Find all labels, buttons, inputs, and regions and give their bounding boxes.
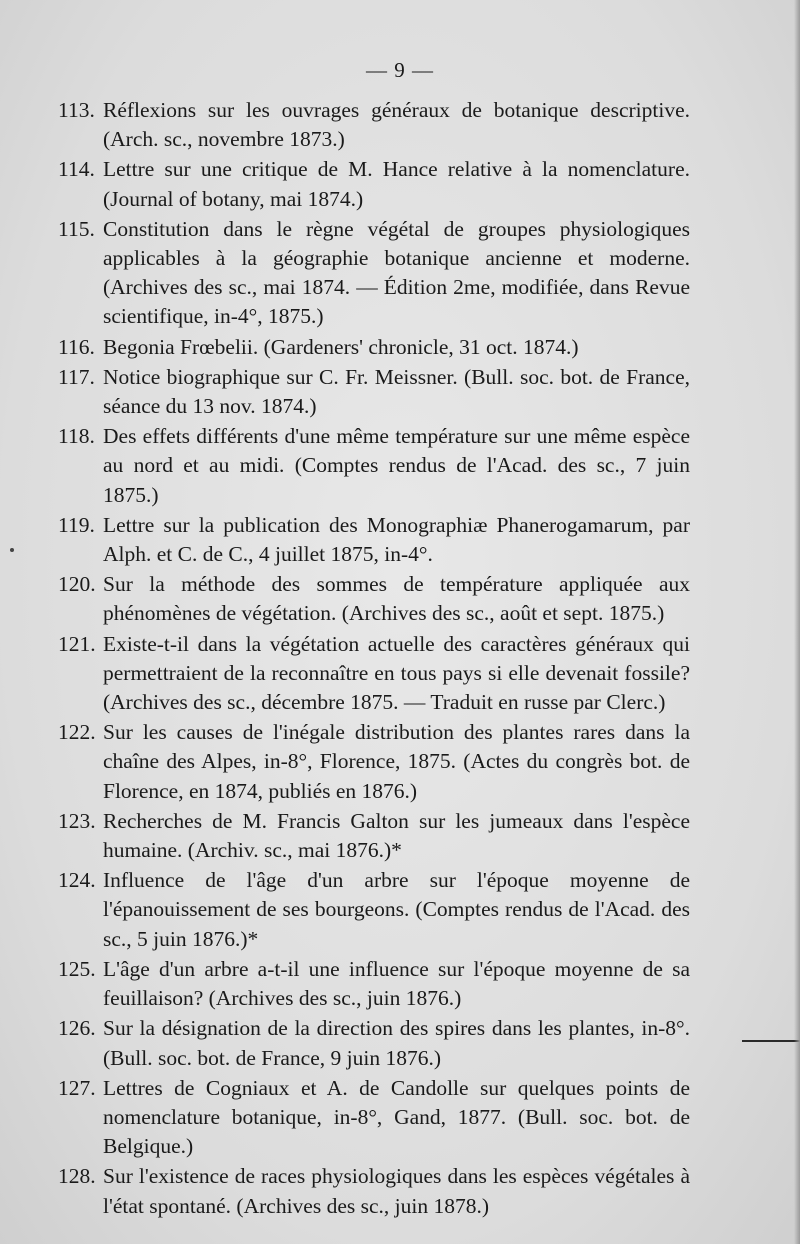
entry-number: 117.: [58, 364, 95, 389]
entry-text: Lettre sur la publication des Monographiæ Phanerogamarum, par Alph. et C. de C., 4 juillet 1875, in-4°.: [103, 512, 690, 567]
entry-text: Existe-t-il dans la végétation actuelle des caractères généraux qui permettraient de la reconnaître en tous pays si elle devenait fossile? (Archives des sc., décembre 1875. — Traduit en russe par Clerc.): [103, 631, 690, 715]
entry-text: Réflexions sur les ouvrages généraux de botanique descriptive. (Arch. sc., novembre 1873.): [103, 98, 690, 152]
bibliography-entry: [58, 511, 690, 569]
bibliography-entry: [58, 866, 690, 954]
entry-number: 126.: [58, 1016, 96, 1041]
entry-number: 122.: [58, 720, 96, 745]
page-number: — 9 —: [366, 58, 434, 82]
bibliography-entry: [58, 422, 690, 510]
bibliography-entry: [58, 215, 690, 332]
bibliography-entry: [58, 1162, 690, 1220]
entry-text: Recherches de M. Francis Galton sur les jumeaux dans l'espèce humaine. (Archiv. sc., mai 1876.)*: [103, 808, 690, 863]
entry-text: Notice biographique sur C. Fr. Meissner. (Bull. soc. bot. de France, séance du 13 nov. 1874.): [103, 364, 690, 419]
entry-text: Sur les causes de l'inégale distribution des plantes rares dans la chaîne des Alpes, in-8°, Florence, 1875. (Actes du congrès bot. de Florence, en 1874, publiés en 1876.): [103, 720, 690, 803]
bibliography-entry: [58, 333, 690, 362]
entry-text: Lettre sur une critique de M. Hance relative à la nomenclature. (Journal of botany, mai 1874.): [103, 157, 690, 211]
entry-number: 119.: [58, 512, 95, 537]
bibliography-entry: [58, 807, 690, 865]
margin-rule-mark: [742, 1040, 800, 1042]
bibliography-entry: [58, 155, 690, 213]
entry-number: 120.: [58, 572, 96, 597]
entry-text: Begonia Frœbelii. (Gardeners' chronicle, 31 oct. 1874.): [103, 334, 579, 359]
entry-text: Sur la méthode des sommes de température appliquée aux phénomènes de végétation. (Archives des sc., août et sept. 1875.): [103, 572, 690, 626]
page-edge-shadow: [794, 0, 800, 1244]
entry-text: Constitution dans le règne végétal de groupes physiologiques applicables à la géographie botanique ancienne et moderne. (Archives des sc., mai 1874. — Édition 2me, modifiée, dans Revue scientifique, in-4°, 1875.): [103, 216, 690, 329]
entry-text: Des effets différents d'une même température sur une même espèce au nord et au midi. (Comptes rendus de l'Acad. des sc., 7 juin 1875.): [103, 424, 690, 507]
bibliography-entry: [58, 570, 690, 628]
entry-number: 125.: [58, 956, 96, 981]
entry-number: 123.: [58, 808, 96, 833]
entry-number: 128.: [58, 1164, 96, 1189]
bibliography-entry: [58, 1014, 690, 1072]
entry-number: 116.: [58, 334, 95, 359]
entry-number: 115.: [58, 216, 95, 241]
bibliography-entry: [58, 718, 690, 806]
entry-number: 113.: [58, 98, 95, 122]
entry-number: 124.: [58, 868, 96, 893]
bibliography-entry: [58, 955, 690, 1013]
entry-number: 114.: [58, 157, 95, 182]
bibliography-entry: [58, 363, 690, 421]
entry-number: 118.: [58, 424, 95, 449]
entry-text: Lettres de Cogniaux et A. de Candolle sur quelques points de nomenclature botanique, in-8°, Gand, 1877. (Bull. soc. bot. de Belgique.): [103, 1075, 690, 1159]
bibliography-entry: [58, 1074, 690, 1162]
entry-number: 121.: [58, 631, 96, 656]
entry-text: Sur la désignation de la direction des spires dans les plantes, in-8°. (Bull. soc. bot. de France, 9 juin 1876.): [103, 1016, 690, 1070]
bibliography-entry: [58, 630, 690, 718]
entry-text: L'âge d'un arbre a-t-il une influence sur l'époque moyenne de sa feuillaison? (Archives des sc., juin 1876.): [103, 956, 690, 1011]
margin-speck: [10, 548, 14, 552]
bibliography-entry: [58, 96, 690, 154]
entry-number: 127.: [58, 1075, 96, 1100]
bibliography-list: [58, 96, 690, 1222]
entry-text: Influence de l'âge d'un arbre sur l'époque moyenne de l'épanouissement de ses bourgeons. (Comptes rendus de l'Acad. des sc., 5 juin 1876.)*: [103, 868, 690, 951]
entry-text: Sur l'existence de races physiologiques dans les espèces végétales à l'état spontané. (Archives des sc., juin 1878.): [103, 1164, 690, 1218]
